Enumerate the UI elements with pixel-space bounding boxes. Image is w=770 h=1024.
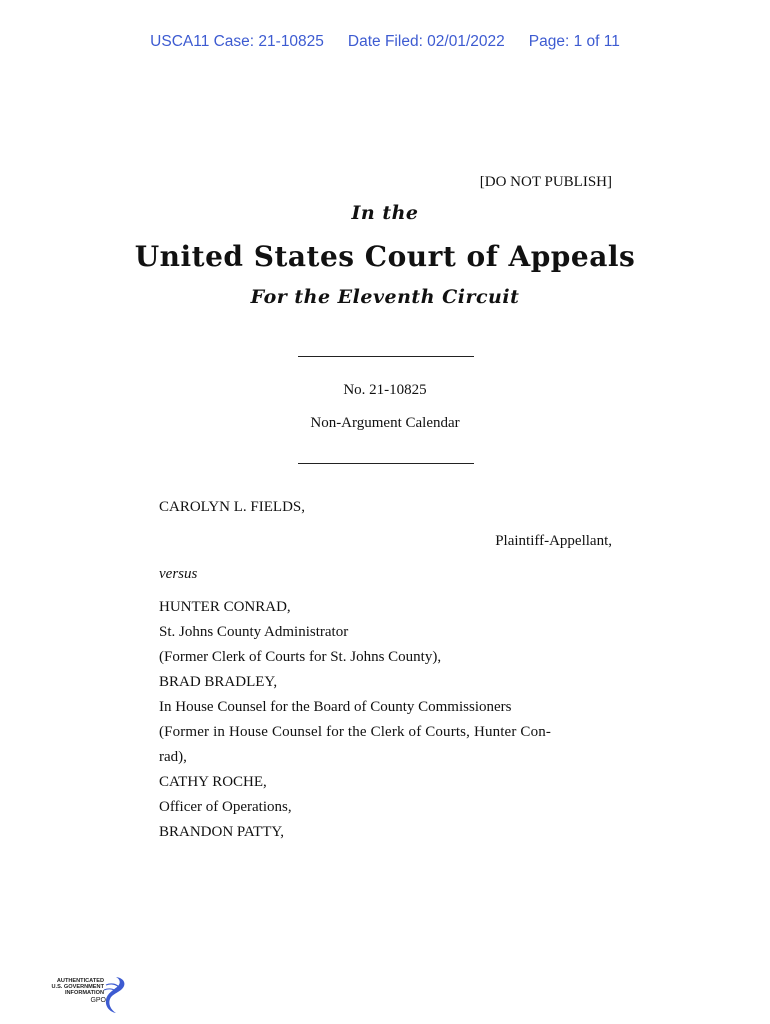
eagle-icon — [102, 975, 128, 1017]
defendant-line: St. Johns County Administrator — [159, 624, 349, 640]
defendant-line: rad), — [159, 749, 187, 765]
defendants-block — [159, 595, 612, 845]
defendant-line: HUNTER CONRAD, — [159, 599, 291, 615]
seal-gpo-mark: GPO — [90, 997, 106, 1004]
defendant-line: BRAD BRADLEY, — [159, 674, 278, 690]
document-header — [0, 33, 770, 51]
header-date-filed: Date Filed: 02/01/2022 — [347, 33, 505, 50]
case-number: No. 21-10825 — [343, 382, 427, 398]
header-case: USCA11 Case: 21-10825 — [150, 33, 324, 50]
defendant-line: (Former Clerk of Courts for St. Johns County), — [159, 649, 442, 665]
defendant-line: BRANDON PATTY, — [159, 824, 285, 840]
divider-bottom — [298, 463, 474, 464]
defendant-line: Officer of Operations, — [159, 799, 292, 815]
gpo-authentication-seal — [44, 975, 128, 1017]
divider-top — [298, 356, 474, 357]
header-page: Page: 1 of 11 — [528, 33, 620, 50]
court-line-in-the: In the — [351, 202, 419, 224]
calendar-type: Non-Argument Calendar — [310, 415, 460, 431]
defendant-line: In House Counsel for the Board of County Commissioners — [159, 699, 512, 715]
publish-note: [DO NOT PUBLISH] — [479, 174, 612, 190]
seal-text: AUTHENTICATED U.S. GOVERNMENT INFORMATION — [51, 978, 104, 997]
versus-label: versus — [159, 566, 198, 582]
court-circuit: For the Eleventh Circuit — [250, 286, 520, 308]
plaintiff-role: Plaintiff-Appellant, — [495, 533, 612, 549]
court-name: United States Court of Appeals — [134, 240, 636, 273]
defendant-line: (Former in House Counsel for the Clerk of Courts, Hunter Con- — [159, 724, 552, 740]
plaintiff-name: CAROLYN L. FIELDS, — [159, 499, 306, 515]
defendant-line: CATHY ROCHE, — [159, 774, 267, 790]
